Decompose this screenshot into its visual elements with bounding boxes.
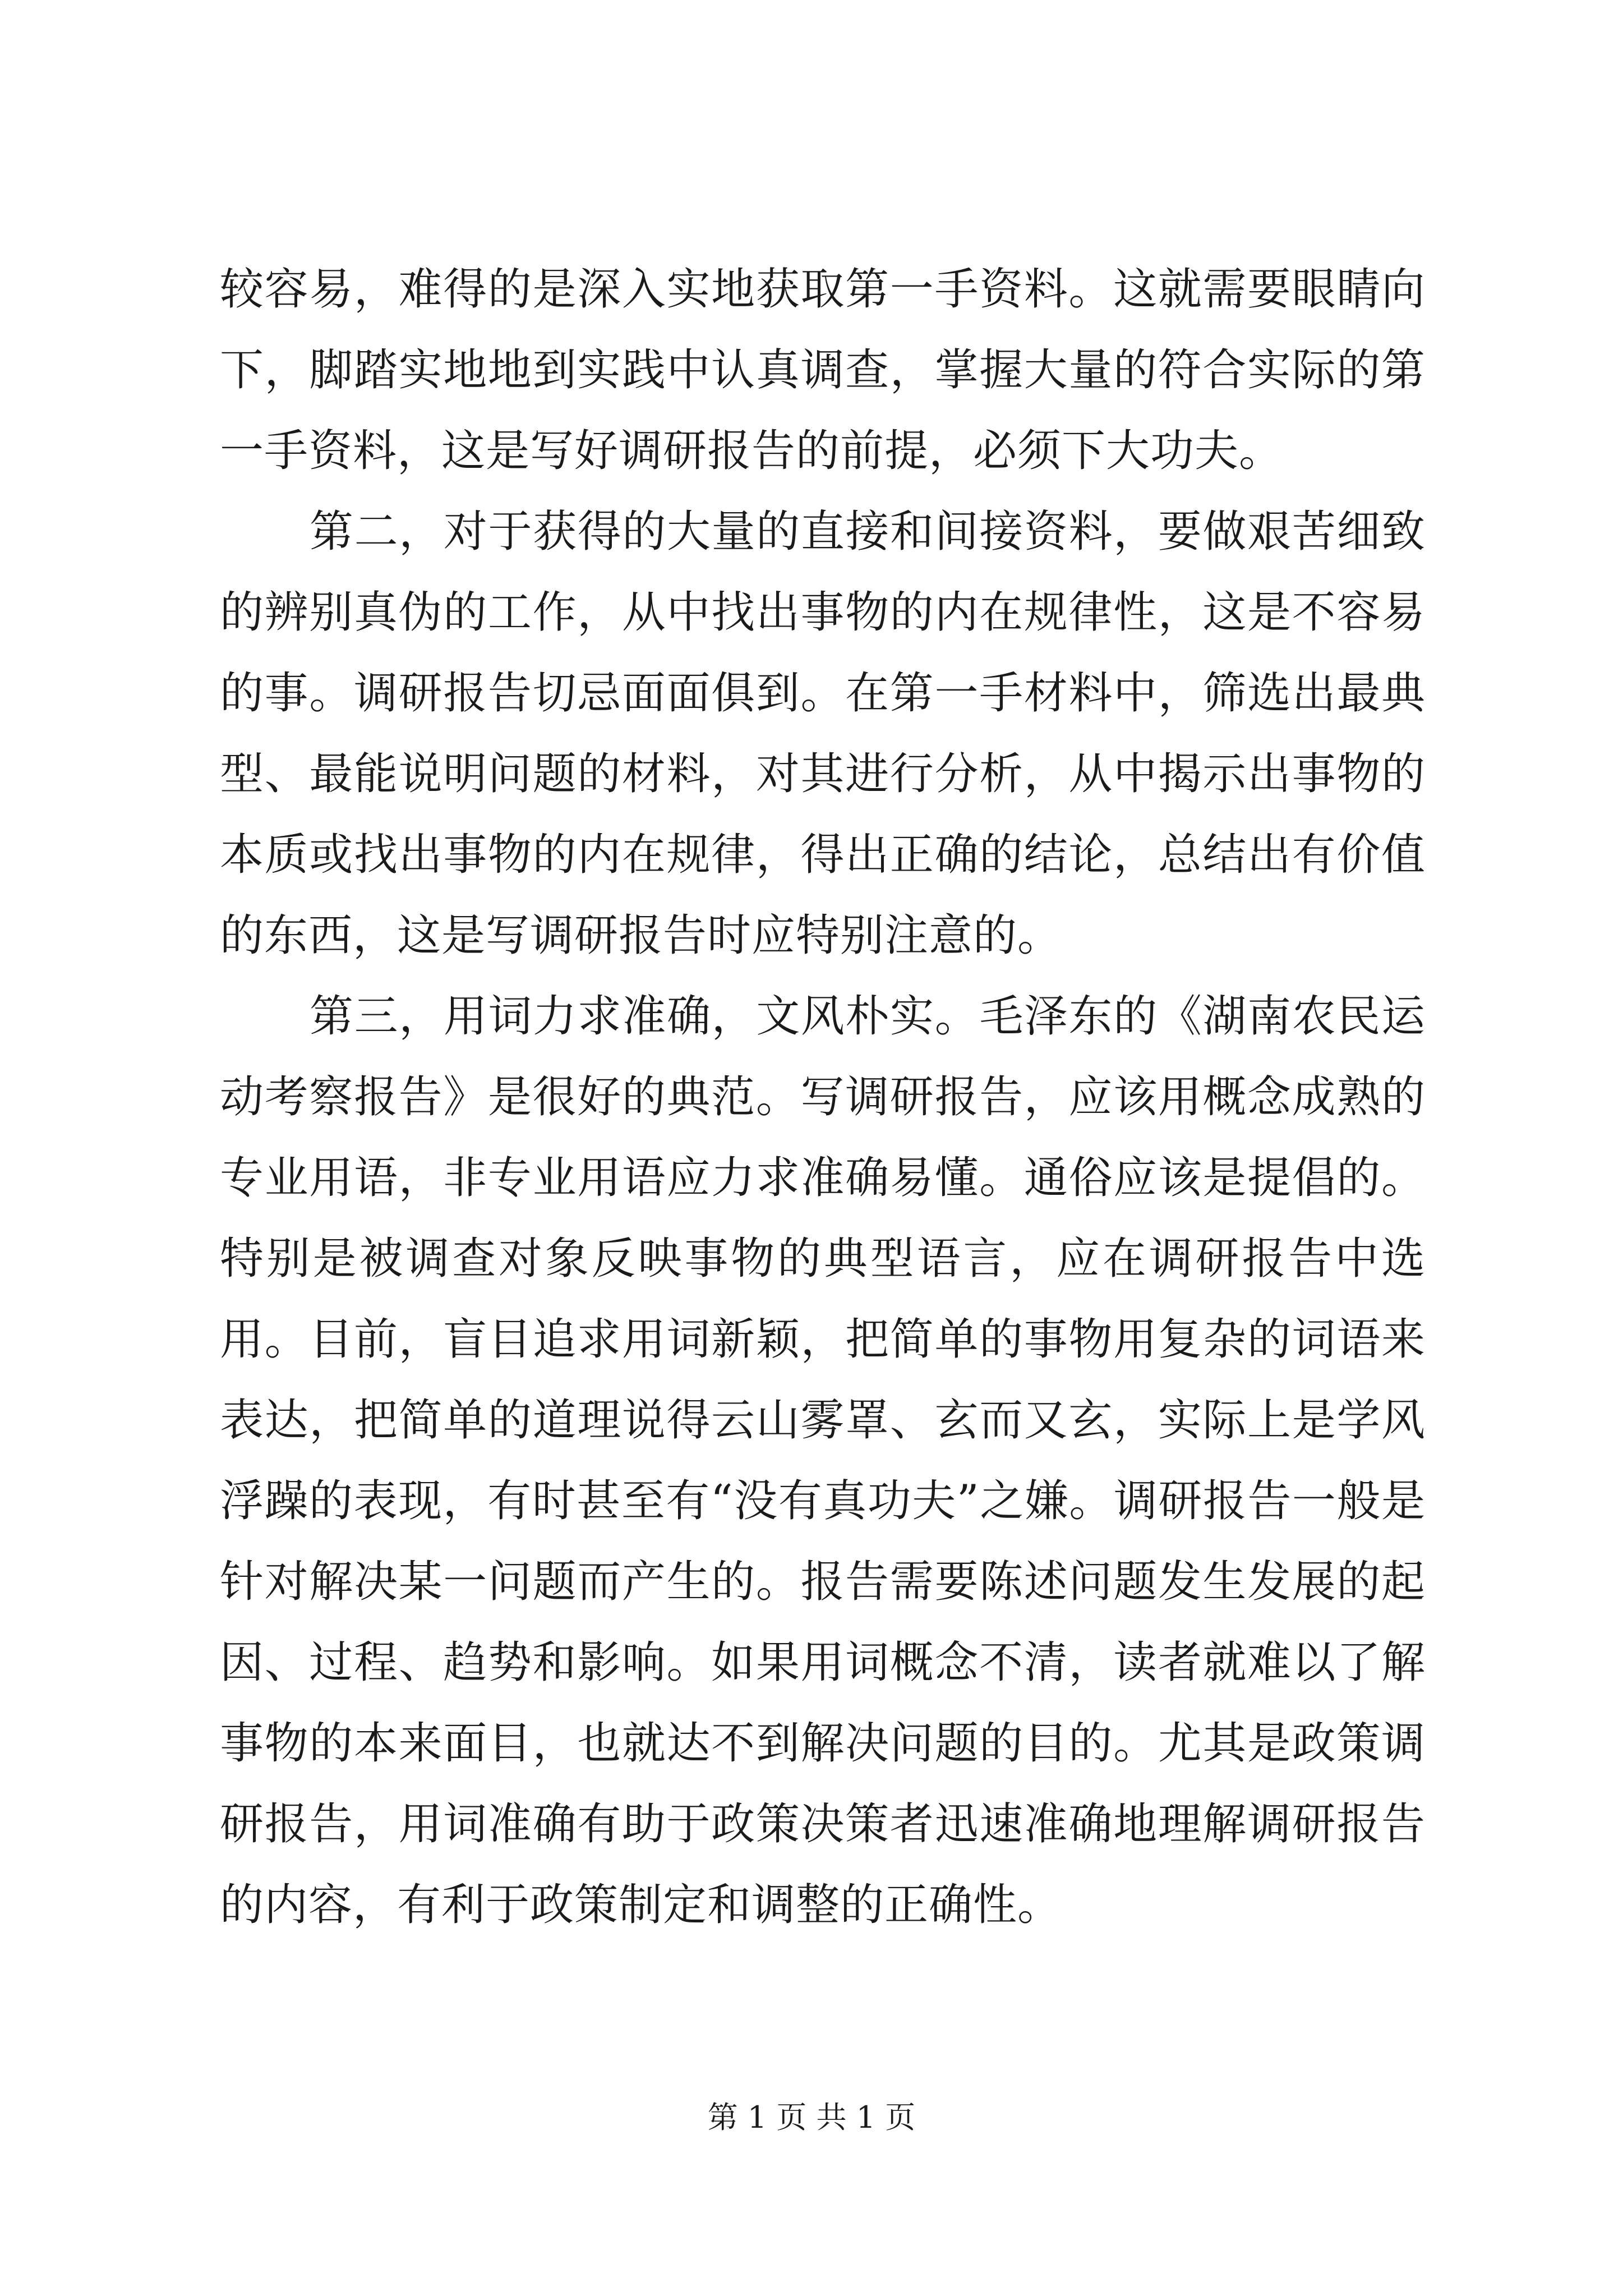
- paragraph-continuation: 较容易，难得的是深入实地获取第一手资料。这就需要眼睛向下，脚踏实地地到实践中认真调查，掌握大量的符合实际的第一手资料，这是写好调研报告的前提，必须下大功夫。: [220, 264, 1426, 476]
- paragraph-third-point: 第三，用词力求准确，文风朴实。毛泽东的《湖南农民运动考察报告》是很好的典范。写调研报告，应该用概念成熟的专业用语，非专业用语应力求准确易懂。通俗应该是提倡的。特别是被调查对象反映事物的典型语言，应在调研报告中选用。目前，盲目追求用词新颖，把简单的事物用复杂的词语来表达，把简单的道理说得云山雾罩、玄而又玄，实际上是学风浮躁的表现，有时甚至有“没有真功夫”之嫌。调研报告一般是针对解决某一问题而产生的。报告需要陈述问题发生发展的起因、过程、趋势和影响。如果用词概念不清，读者就难以了解事物的本来面目，也就达不到解决问题的目的。尤其是政策调研报告，用词准确有助于政策决策者迅速准确地理解调研报告的内容，有利于政策制定和调整的正确性。: [220, 991, 1426, 1930]
- document-body: [220, 249, 1426, 1945]
- page-footer: 第 1 页 共 1 页: [707, 2100, 916, 2135]
- paragraph-second-point: 第二，对于获得的大量的直接和间接资料，要做艰苦细致的辨别真伪的工作，从中找出事物的内在规律性，这是不容易的事。调研报告切忌面面俱到。在第一手材料中，筛选出最典型、最能说明问题的材料，对其进行分析，从中揭示出事物的本质或找出事物的内在规律，得出正确的结论，总结出有价值的东西，这是写调研报告时应特别注意的。: [220, 507, 1426, 961]
